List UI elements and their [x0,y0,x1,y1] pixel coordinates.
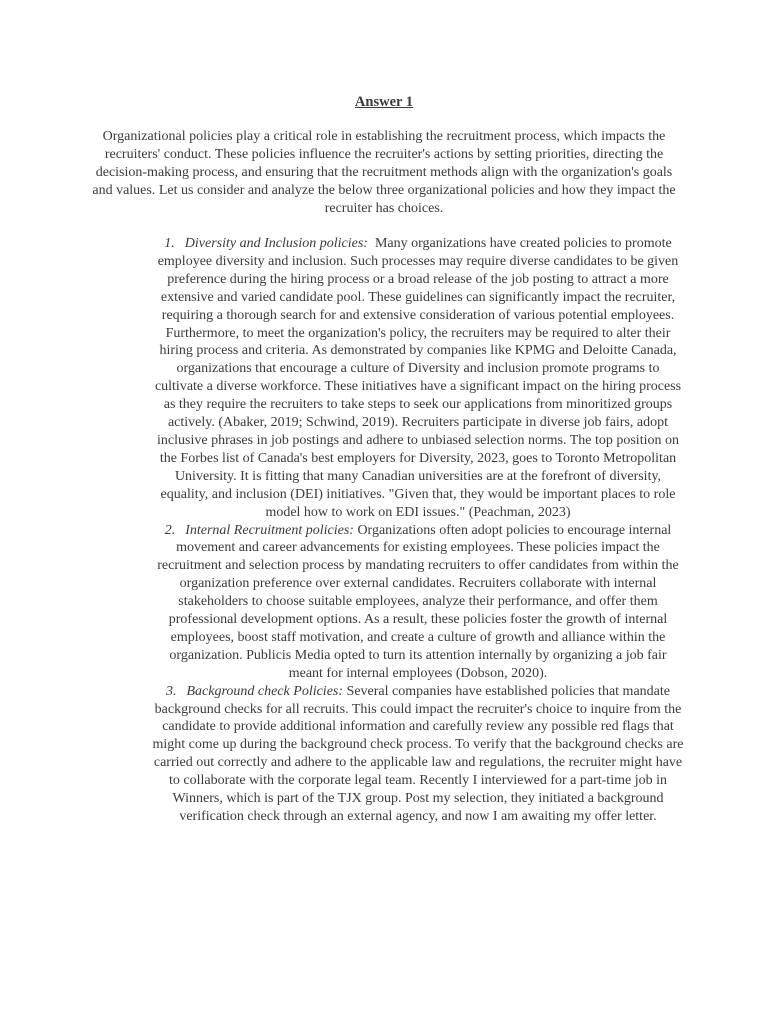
list-item-number: 3. [166,683,177,699]
list-item [152,683,684,826]
list-item-title: Diversity and Inclusion policies: [184,236,368,251]
intro-paragraph: Organizational policies play a critical role in establishing the recruitment process, which impacts the recruiters' conduct. These policies influence the recruiter's actions by setting priorities, directing the decision-making process, and ensuring that the recruitment methods align with the organization's goals and values. Let us consider and analyze the below three organizational policies and how they impact the recruiter has choices. [92,129,676,216]
list-item-body: Many organizations have created policies to promote employee diversity and inclusion. Such processes may require diverse candidates to be given preference during the hiring process or a broad release of the job posting to attract a more extensive and varied candidate pool. These guidelines can significantly impact the recruiter, requiring a thorough search for and extensive consideration of various potential employees. Furthermore, to meet the organization's policy, the recruiters may be required to alter their hiring process and criteria. As demonstrated by companies like KPMG and Deloitte Canada, organizations that encourage a culture of Diversity and inclusion promote programs to cultivate a diverse workforce. These initiatives have a significant impact on the hiring process as they require the recruiters to take steps to seek our applications from minoritized groups actively. (Abaker, 2019; Schwind, 2019). Recruiters participate in diverse job fairs, adopt inclusive phrases in job postings and adhere to unbiased selection norms. The top position on the Forbes list of Canada's best employers for Diversity, 2023, goes to Toronto Metropolitan University. It is fitting that many Canadian universities are at the forefront of diversity, equality, and inclusion (DEI) initiatives. "Given that, they would be important places to role model how to work on EDI issues." (Peachman, 2023) [154,236,682,520]
list-item-body: Several companies have established policies that mandate background checks for all recruits. This could impact the recruiter's choice to inquire from the candidate to provide additional information and carefully review any possible red flags that might come up during the background check process. To verify that the background checks are carried out correctly and adhere to the applicable law and regulations, the recruiter might have to collaborate with the corporate legal team. Recently I interviewed for a part-time job in Winners, which is part of the TJX group. Post my selection, they initiated a background verification check through an external agency, and now I am awaiting my offer letter. [152,683,684,824]
list-item-body: Organizations often adopt policies to encourage internal movement and career advancements for existing employees. These policies impact the recruitment and selection process by mandating recruiters to offer candidates from within the organization preference over external candidates. Recruiters collaborate with internal stakeholders to choose suitable employees, analyze their performance, and offer them professional development options. As a result, these policies foster the growth of internal employees, boost staff motivation, and create a culture of growth and alliance within the organization. Publicis Media opted to turn its attention internally by organizing a job fair meant for internal employees (Dobson, 2020). [157,522,679,681]
list-item-title: Internal Recruitment policies: [185,522,354,538]
policy-list [152,235,684,826]
answer-heading: Answer 1 [354,94,414,110]
list-item-number: 2. [164,522,176,538]
list-item [152,235,684,522]
list-item-title: Background check Policies: [186,683,344,699]
list-item-number: 1. [164,236,175,251]
list-item [152,522,684,683]
